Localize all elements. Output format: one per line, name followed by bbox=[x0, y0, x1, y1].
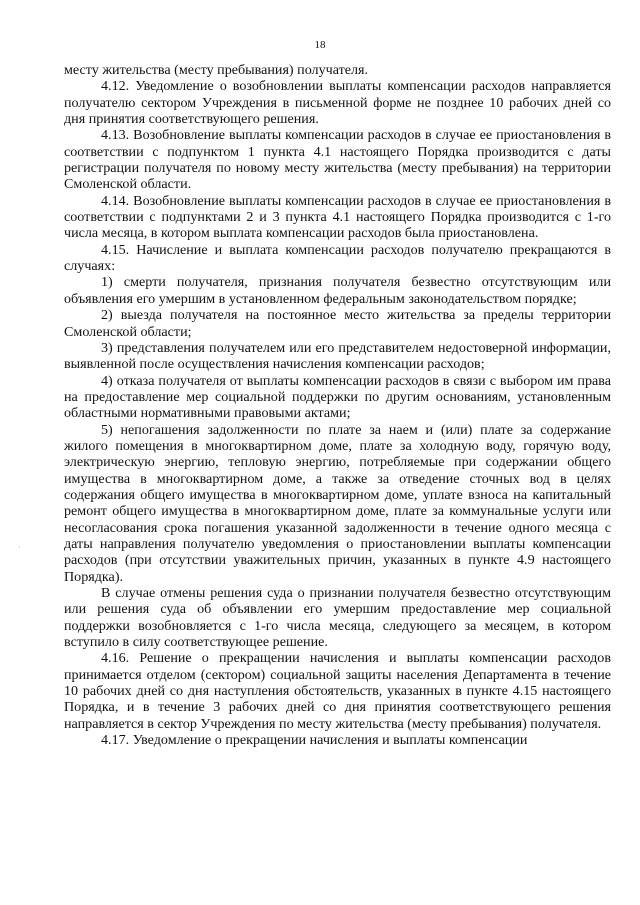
paragraph-4-16: 4.16. Решение о прекращении начисления и выплаты компенсации расходов принимается отделом (сектором) социальной защиты населения Департамента в течение 10 рабочих дней со дня наступления обстоятельств, указанных в пункте 4.15 настоящего Порядка, и в течение 3 рабочих дней со дня принятия соответствующего решения направляется в сектор Учреждения по месту жительства (месту пребывания) получателя. bbox=[64, 650, 611, 732]
list-item-4-15-2: 2) выезда получателя на постоянное место жительства за пределы территории Смоленской области; bbox=[64, 307, 611, 340]
paragraph-4-13: 4.13. Возобновление выплаты компенсации расходов в случае ее приостановления в соответствии с подпунктом 1 пункта 4.1 настоящего Порядка производится с даты регистрации получателя по новому месту жительства (месту пребывания) на территории Смоленской области. bbox=[64, 127, 611, 193]
paragraph-4-17: 4.17. Уведомление о прекращении начисления и выплаты компенсации bbox=[101, 732, 528, 749]
paragraph-court-decision: В случае отмены решения суда о признании получателя безвестно отсутствующим или решения суда об объявлении его умершим предоставление мер социальной поддержки возобновляется с 1-го числа месяца, следующего за месяцем, в котором вступило в силу соответствующее решение. bbox=[64, 585, 611, 651]
list-item-4-15-1: 1) смерти получателя, признания получателя безвестно отсутствующим или объявления его умершим в установленном федеральным законодательством порядке; bbox=[64, 274, 611, 307]
list-item-4-15-5: 5) непогашения задолженности по плате за наем и (или) плате за содержание жилого помещения в многоквартирном доме, плате за холодную воду, горячую воду, электрическую энергию, тепловую энергию, потребляемые при содержании общего имущества в многоквартирном доме, а также за отведение сточных вод в целях содержания общего имущества в многоквартирном доме, уплате взноса на капитальный ремонт общего имущества в многоквартирном доме, плате за коммунальные услуги или несогласования срока погашения указанной задолженности в течение одного месяца с даты направления получателю уведомления о приостановлении выплаты компенсации расходов (при отсутствии уважительных причин, указанных в пункте 4.9 настоящего Порядка). bbox=[64, 421, 611, 585]
paragraph-4-15: 4.15. Начисление и выплата компенсации расходов получателю прекращаются в случаях: bbox=[64, 241, 611, 275]
document-body bbox=[64, 62, 611, 748]
paragraph-4-14: 4.14. Возобновление выплаты компенсации расходов в случае ее приостановления в соответствии с подпунктами 2 и 3 пункта 4.1 настоящего Порядка производится с 1-го числа месяца, в котором выплата компенсации расходов была приостановлена. bbox=[64, 192, 611, 242]
paragraph-4-12: 4.12. Уведомление о возобновлении выплаты компенсации расходов направляется получателю сектором Учреждения в письменной форме не позднее 10 рабочих дней со дня принятия соответствующего решения. bbox=[64, 78, 611, 128]
page-number: 18 bbox=[314, 39, 326, 51]
list-item-4-15-4: 4) отказа получателя от выплаты компенсации расходов в связи с выбором им права на предоставление мер социальной поддержки по другим основаниям, установленным областными нормативными правовыми актами; bbox=[64, 372, 611, 422]
paragraph-continuation: месту жительства (месту пребывания) получателя. bbox=[64, 62, 369, 78]
margin-mark: · bbox=[18, 543, 21, 552]
list-item-4-15-3: 3) представления получателем или его представителем недостоверной информации, выявленной после осуществления начисления компенсации расходов; bbox=[64, 339, 611, 373]
